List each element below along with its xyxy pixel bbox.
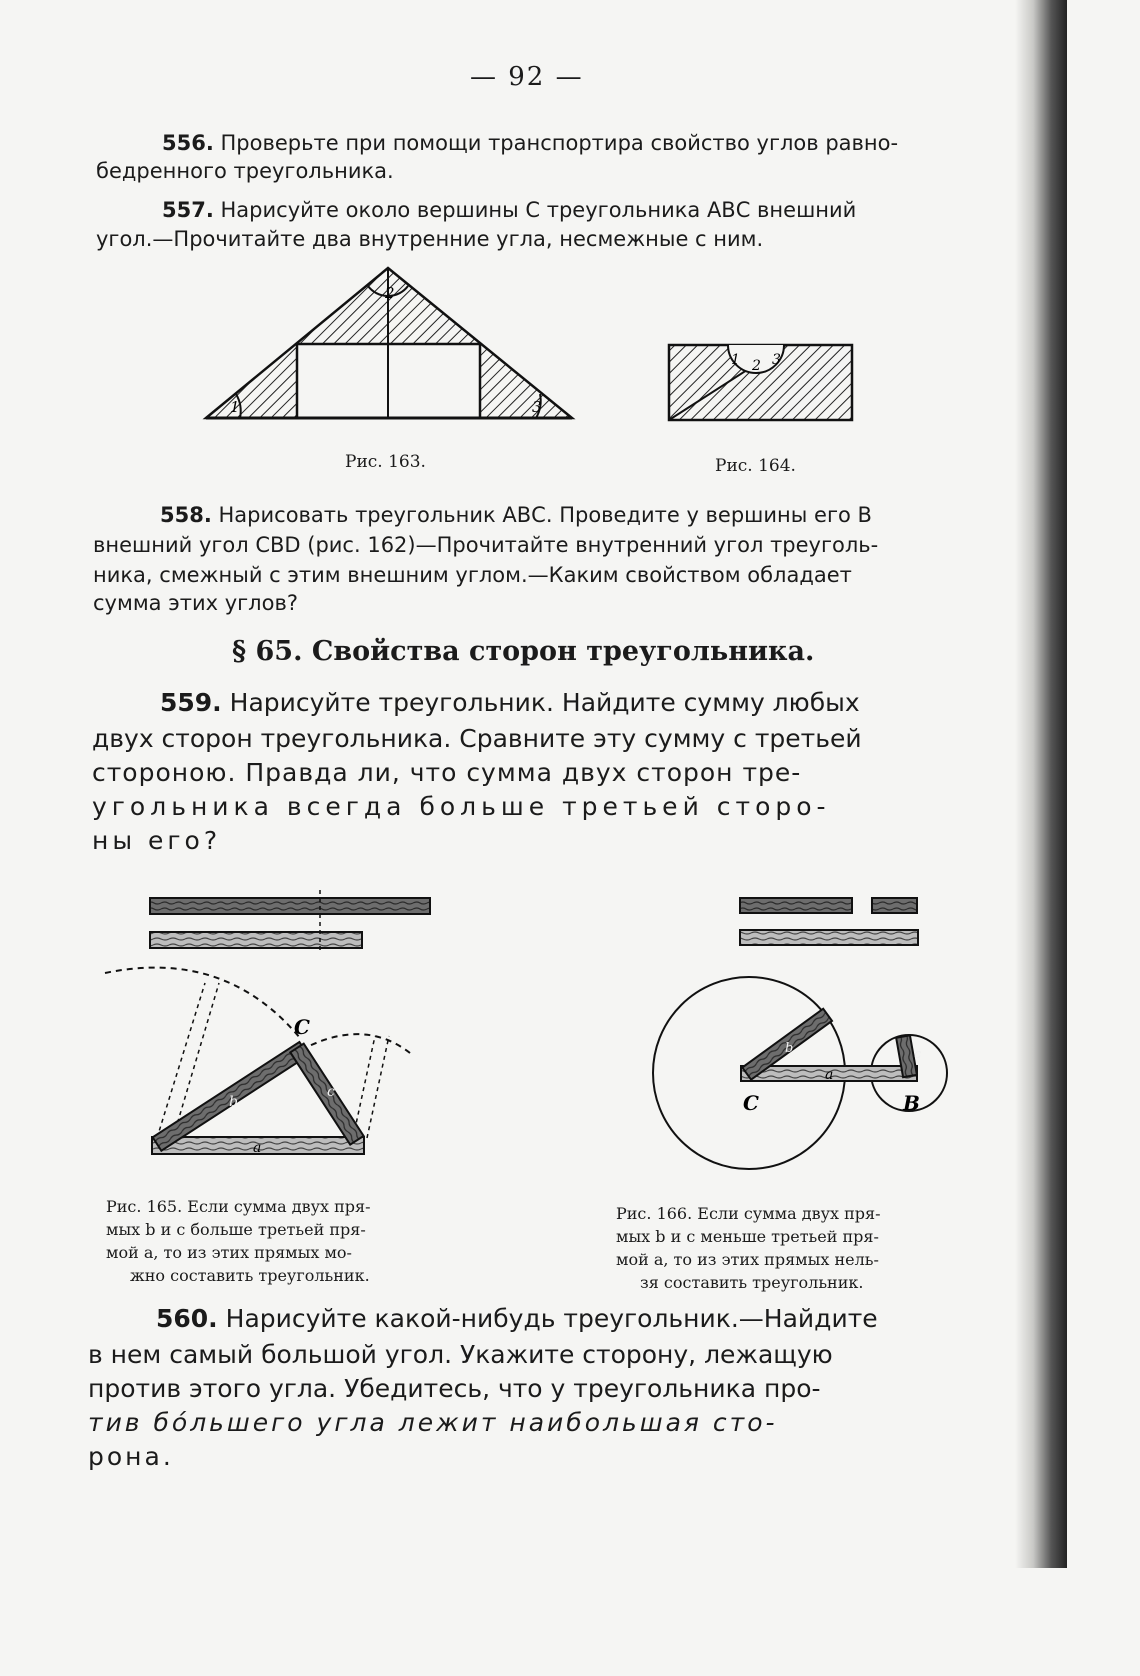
problem-559-line-4: угольника всегда больше третьей сторо- — [92, 792, 831, 821]
problem-557-line-1 — [162, 195, 856, 225]
fig166-side-b-label: b — [785, 1041, 794, 1056]
fig165-caption-line-1: Рис. 165. Если сумма двух пря- — [106, 1197, 371, 1216]
problem-559-text-1: Нарисуйте треугольник. Найдите сумму любых — [229, 688, 860, 717]
problem-560-line-5: рона. — [88, 1442, 174, 1471]
fig166-caption-line-4: зя составить треугольник. — [640, 1273, 864, 1292]
fig164-angle-label-1: 1 — [731, 352, 740, 368]
fig165-stick-a — [150, 932, 362, 948]
problem-558-line-1 — [160, 500, 872, 530]
problem-557-number: 557. — [162, 198, 214, 222]
problem-557-text-1: Нарисуйте около вершины С треугольника АВС внешний — [220, 198, 857, 222]
problem-559-number: 559. — [160, 688, 222, 717]
fig164-angle-label-2: 2 — [752, 358, 761, 374]
fig166-caption-line-1: Рис. 166. Если сумма двух пря- — [616, 1204, 881, 1223]
fig163-angle-label-1: 1 — [230, 398, 240, 416]
problem-558-number: 558. — [160, 503, 212, 527]
fig165-side-c-label: c — [327, 1084, 335, 1100]
fig166-stick-a — [740, 930, 918, 945]
fig166-stick-c — [872, 898, 917, 913]
problem-559-line-5: ны его? — [92, 826, 222, 855]
figure-164 — [666, 342, 856, 424]
fig166-caption-line-3: мой a, то из этих прямых нель- — [616, 1250, 879, 1269]
problem-556-line-1 — [162, 128, 898, 158]
page-number: — 92 — — [470, 62, 584, 92]
fig165-side-a-label: a — [253, 1140, 262, 1156]
fig166-side-a-label: a — [825, 1067, 834, 1083]
fig165-caption-line-3: мой a, то из этих прямых мо- — [106, 1243, 352, 1262]
fig163-caption: Рис. 163. — [345, 452, 426, 472]
fig166-stick-b — [740, 898, 852, 913]
fig165-vertex-c: C — [294, 1015, 310, 1039]
problem-560-number: 560. — [156, 1304, 218, 1333]
fig166-vertex-c: C — [743, 1091, 759, 1115]
fig165-caption-line-2: мых b и c больше третьей пря- — [106, 1220, 366, 1239]
figure-163 — [200, 262, 580, 427]
fig165-stick-b-c — [150, 898, 430, 914]
fig164-angle-label-3: 3 — [772, 352, 781, 368]
problem-560-text-1: Нарисуйте какой-нибудь треугольник.—Найдите — [225, 1304, 878, 1333]
problem-560-line-1 — [156, 1302, 878, 1336]
problem-556-text-1: Проверьте при помощи транспортира свойство углов равно- — [220, 131, 899, 155]
fig163-angle-label-3: 3 — [532, 398, 542, 416]
fig166-vertex-b: B — [903, 1091, 920, 1115]
problem-558-line-4: сумма этих углов? — [93, 591, 298, 615]
fig164-caption: Рис. 164. — [715, 456, 796, 476]
figure-165 — [105, 888, 445, 1168]
problem-560-line-3: против этого угла. Убедитесь, что у треугольника про- — [88, 1374, 821, 1403]
problem-556-number: 556. — [162, 131, 214, 155]
page-binding-edge — [1015, 0, 1067, 1568]
problem-558-line-2: внешний угол CBD (рис. 162)—Прочитайте внутренний угол треуголь- — [93, 533, 879, 557]
figure-166 — [655, 888, 955, 1173]
fig165-caption-line-4: жно составить треугольник. — [130, 1266, 370, 1285]
problem-557-line-2: угол.—Прочитайте два внутренние угла, несмежные с ним. — [96, 227, 764, 251]
problem-560-line-4: тив бóльшего угла лежит наибольшая сто- — [88, 1408, 778, 1437]
fig165-side-b-label: b — [229, 1094, 238, 1110]
problem-556-line-2: бедренного треугольника. — [96, 159, 394, 183]
problem-558-line-3: ника, смежный с этим внешним углом.—Каким свойством обладает — [93, 563, 852, 587]
fig163-angle-label-2: 2 — [385, 284, 395, 302]
problem-559-line-3: стороною. Правда ли, что сумма двух сторон тре- — [92, 758, 802, 787]
fig166-side-c-label: c — [914, 1047, 922, 1062]
problem-559-line-2: двух сторон треугольника. Сравните эту сумму с третьей — [92, 724, 862, 753]
fig166-caption-line-2: мых b и c меньше третьей пря- — [616, 1227, 879, 1246]
section-heading: § 65. Свойства сторон треугольника. — [232, 636, 815, 667]
problem-560-line-2: в нем самый большой угол. Укажите сторону, лежащую — [88, 1340, 833, 1369]
problem-558-text-1: Нарисовать треугольник АВС. Проведите у вершины его В — [218, 503, 872, 527]
problem-559-line-1 — [160, 686, 860, 720]
